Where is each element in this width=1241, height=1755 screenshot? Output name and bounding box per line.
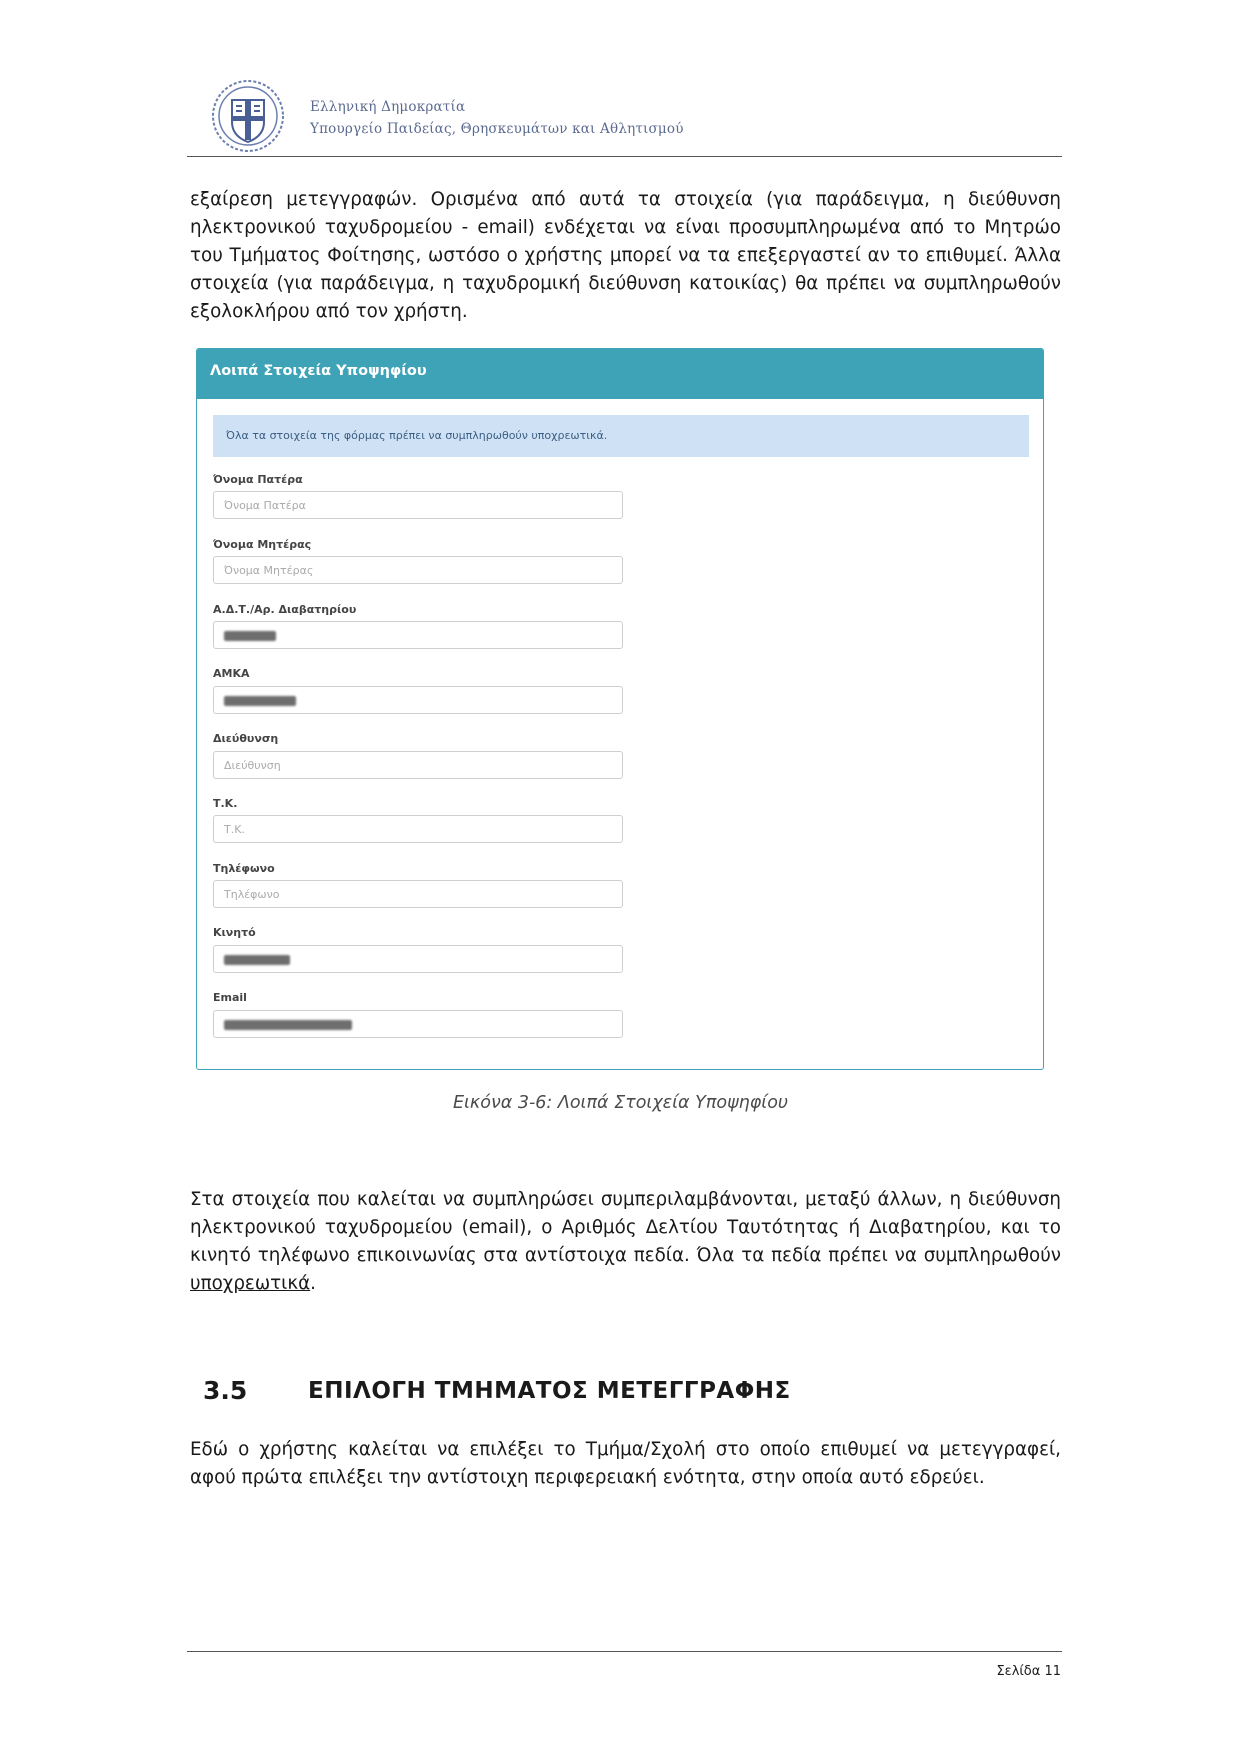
field-label-mother-name: Όνομα Μητέρας [213, 538, 312, 551]
field-label-phone: Τηλέφωνο [213, 862, 275, 875]
fields-paragraph [190, 1186, 1061, 1298]
id-passport-input[interactable] [213, 621, 623, 649]
page-number: Σελίδα 11 [996, 1664, 1061, 1679]
department-selection-paragraph [190, 1436, 1061, 1492]
redacted-value [224, 1020, 352, 1030]
field-label-email: Email [213, 991, 247, 1004]
amka-input[interactable] [213, 686, 623, 714]
ministry-header [310, 96, 684, 140]
greek-coat-of-arms-icon [210, 78, 286, 154]
field-label-postal-code: Τ.Κ. [213, 797, 238, 810]
mother-name-input[interactable]: Όνομα Μητέρας [213, 556, 623, 584]
required-fields-alert: Όλα τα στοιχεία της φόρμας πρέπει να συμπληρωθούν υποχρεωτικά. [213, 415, 1029, 457]
intro-text: εξαίρεση μετεγγραφών. Ορισμένα από αυτά τα στοιχεία (για παράδειγμα, η διεύθυνση ηλεκτρονικού ταχυδρομείου - email) ενδέχεται να είναι προσυμπληρωμένα από το Μητρώο του Τμήματος Φοίτησης, ωστόσο ο χρήστης μπορεί να τα επεξεργαστεί αν το επιθυμεί. Άλλα στοιχεία (για παράδειγμα, η ταχυδρομική διεύθυνση κατοικίας) θα πρέπει να συμπληρωθούν εξολοκλήρου από τον χρήστη. [190, 189, 1061, 322]
fields-text-main: Στα στοιχεία που καλείται να συμπληρώσει συμπεριλαμβάνονται, μεταξύ άλλων, η διεύθυνση ηλεκτρονικού ταχυδρομείου (email), ο Αριθμός Δελτίου Ταυτότητας ή Διαβατηρίου, και το κινητό τηλέφωνο επικοινωνίας στα αντίστοιχα πεδία. Όλα τα πεδία πρέπει να συμπληρωθούν [190, 1189, 1061, 1266]
header-divider [187, 156, 1062, 157]
candidate-details-panel [196, 348, 1044, 1070]
section-title: ΕΠΙΛΟΓΗ ΤΜΗΜΑΤΟΣ ΜΕΤΕΓΓΡΑΦΗΣ [308, 1378, 791, 1404]
redacted-value [224, 696, 296, 706]
section-number: 3.5 [203, 1376, 248, 1405]
fields-text-end: . [310, 1273, 316, 1294]
figure-caption: Εικόνα 3-6: Λοιπά Στοιχεία Υποψηφίου [452, 1093, 789, 1113]
field-label-mobile: Κινητό [213, 926, 256, 939]
phone-input[interactable]: Τηλέφωνο [213, 880, 623, 908]
fields-text [190, 1186, 1061, 1298]
redacted-value [224, 955, 290, 965]
redacted-value [224, 631, 276, 641]
father-name-input[interactable]: Όνομα Πατέρα [213, 491, 623, 519]
mobile-input[interactable] [213, 945, 623, 973]
field-label-father-name: Όνομα Πατέρα [213, 473, 303, 486]
panel-title: Λοιπά Στοιχεία Υποψηφίου [197, 349, 1043, 399]
intro-paragraph [190, 186, 1061, 326]
header-line-1: Ελληνική Δημοκρατία [310, 99, 466, 115]
field-label-address: Διεύθυνση [213, 732, 279, 745]
header-line-2: Υπουργείο Παιδείας, Θρησκευμάτων και Αθλητισμού [310, 121, 684, 137]
field-label-amka: ΑΜΚΑ [213, 667, 250, 680]
email-input[interactable] [213, 1010, 623, 1038]
address-input[interactable]: Διεύθυνση [213, 751, 623, 779]
postal-code-input[interactable]: Τ.Κ. [213, 815, 623, 843]
mandatory-underlined: υποχρεωτικά [190, 1273, 311, 1294]
department-selection-text: Εδώ ο χρήστης καλείται να επιλέξει το Τμήμα/Σχολή στο οποίο επιθυμεί να μετεγγραφεί, αφού πρώτα επιλέξει την αντίστοιχη περιφερειακή ενότητα, στην οποία αυτό εδρεύει. [190, 1439, 1061, 1488]
field-label-id-passport: Α.Δ.Τ./Αρ. Διαβατηρίου [213, 603, 357, 616]
footer-divider [187, 1651, 1062, 1652]
